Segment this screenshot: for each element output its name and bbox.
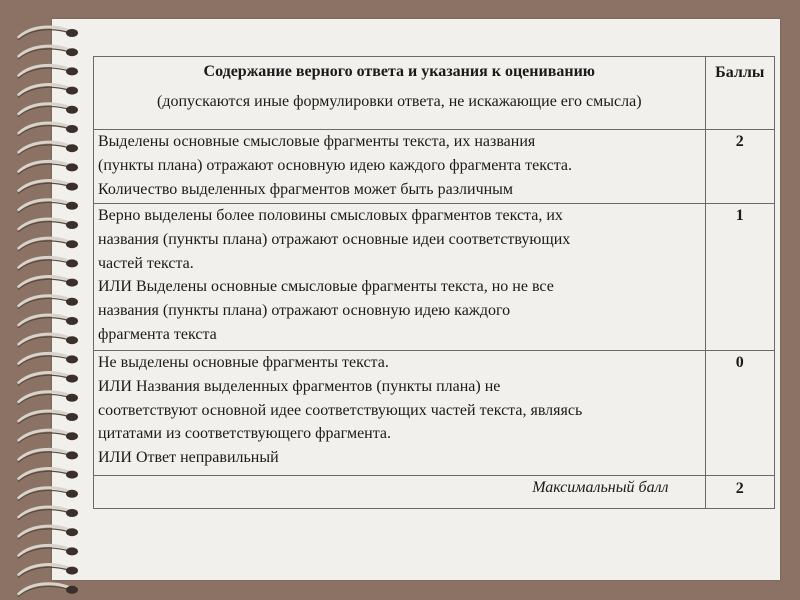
criterion-line: Выделены основные смысловые фрагменты текста, их названия [98, 133, 536, 150]
content-header-cell [94, 57, 706, 130]
spiral-hole [66, 67, 78, 75]
spiral-ring [18, 277, 70, 288]
criterion-cell [94, 351, 706, 476]
spiral-hole [66, 547, 78, 555]
spiral-hole [66, 279, 78, 287]
criterion-line: ИЛИ Названия выделенных фрагментов (пункты плана) не [98, 377, 501, 395]
points-cell: 0 [705, 351, 774, 476]
spiral-ring [18, 46, 70, 57]
spiral-hole [66, 432, 78, 440]
criterion-line: Не выделены основные фрагменты текста. [98, 354, 389, 371]
spiral-ring [18, 181, 70, 192]
spiral-hole [66, 298, 78, 306]
spiral-hole [66, 29, 78, 37]
spiral-ring [18, 123, 70, 134]
spiral-hole [66, 106, 78, 114]
spiral-ring [18, 430, 70, 441]
spiral-hole [66, 394, 78, 402]
spiral-hole [66, 202, 78, 210]
criterion-line: названия (пункты плана) отражают основную идею каждого [98, 302, 511, 320]
spiral-hole [66, 451, 78, 459]
criterion-line: ИЛИ Ответ неправильный [98, 449, 279, 467]
spiral-ring [18, 65, 70, 76]
spiral-hole [66, 471, 78, 479]
max-score-value: 2 [705, 476, 774, 509]
table-row [94, 351, 775, 476]
spiral-hole [66, 586, 78, 594]
criterion-line: фрагмента текста [98, 325, 217, 343]
spiral-binding-icon [0, 0, 90, 600]
spiral-ring [18, 353, 70, 364]
points-cell: 2 [705, 130, 774, 204]
spiral-ring [18, 257, 70, 268]
spiral-hole [66, 48, 78, 56]
spiral-ring [18, 238, 70, 249]
points-header-cell: Баллы [705, 57, 774, 130]
criterion-line: ИЛИ Выделены основные смысловые фрагменты текста, но не все [98, 278, 554, 296]
spiral-ring [18, 469, 70, 480]
spiral-ring [18, 200, 70, 211]
spiral-ring [18, 296, 70, 307]
spiral-ring [18, 334, 70, 345]
spiral-hole [66, 317, 78, 325]
spiral-ring [18, 27, 70, 38]
spiral-ring [18, 373, 70, 384]
spiral-hole [66, 336, 78, 344]
table-row [94, 130, 775, 204]
spiral-hole [66, 144, 78, 152]
spiral-hole [66, 528, 78, 536]
spiral-ring [18, 142, 70, 153]
criterion-cell [94, 130, 706, 204]
spiral-hole [66, 125, 78, 133]
spiral-ring [18, 565, 70, 576]
criterion-cell [94, 204, 706, 351]
spiral-hole [66, 240, 78, 248]
content-header-title: Содержание верного ответа и указания к оцениванию [203, 63, 596, 80]
spiral-hole [66, 413, 78, 421]
spiral-ring [18, 584, 70, 595]
spiral-hole [66, 490, 78, 498]
spiral-hole [66, 221, 78, 229]
spiral-hole [66, 355, 78, 363]
spiral-ring [18, 315, 70, 326]
table-header-row [94, 57, 775, 130]
spiral-ring [18, 526, 70, 537]
spiral-ring [18, 488, 70, 499]
criterion-line: (пункты плана) отражают основную идею каждого фрагмента текста. [98, 156, 573, 174]
criterion-line: частей текста. [98, 254, 194, 272]
spiral-ring [18, 507, 70, 518]
criterion-line: цитатами из соответствующего фрагмента. [98, 425, 392, 443]
spiral-ring [18, 392, 70, 403]
criterion-line: Количество выделенных фрагментов может быть различным [98, 180, 514, 198]
spiral-ring [18, 104, 70, 115]
content-header-note: (допускаются иные формулировки ответа, не искажающие его смысла) [156, 93, 642, 110]
spiral-hole [66, 375, 78, 383]
max-score-row [94, 476, 775, 509]
spiral-ring [18, 449, 70, 460]
criterion-line: соответствуют основной идее соответствующих частей текста, являясь [98, 401, 583, 419]
spiral-ring [18, 85, 70, 96]
points-cell: 1 [705, 204, 774, 351]
spiral-ring [18, 161, 70, 172]
spiral-hole [66, 87, 78, 95]
spiral-hole [66, 509, 78, 517]
criterion-line: названия (пункты плана) отражают основные идеи соответствующих [98, 230, 571, 248]
table-row [94, 204, 775, 351]
criterion-line: Верно выделены более половины смысловых фрагментов текста, их [98, 207, 563, 224]
spiral-hole [66, 567, 78, 575]
grading-table [93, 56, 775, 509]
spiral-ring [18, 545, 70, 556]
spiral-ring [18, 411, 70, 422]
spiral-hole [66, 163, 78, 171]
spiral-ring [18, 219, 70, 230]
spiral-hole [66, 259, 78, 267]
max-score-label: Максимальный балл [94, 476, 706, 509]
spiral-hole [66, 183, 78, 191]
